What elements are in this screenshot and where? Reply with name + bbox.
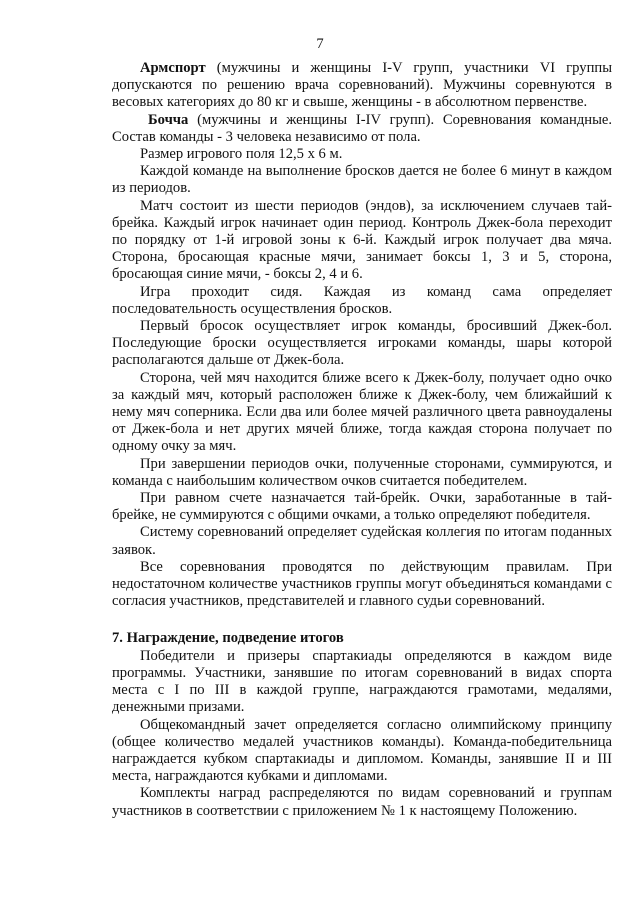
armsport-heading: Армспорт [140, 60, 206, 76]
paragraph-field-size: Размер игрового поля 12,5 х 6 м. [140, 146, 343, 163]
paragraph-winners: Победители и призеры спартакиады определяются в каждом виде программы. Участники, занявшие по итогам соревнований в видах спорта места с I по III в каждой группе, награждаются грамотами, медалями, денежными призами. [112, 647, 612, 716]
bocha-heading: Бочча [148, 111, 189, 128]
document-body [112, 60, 612, 820]
paragraph-scoring: Сторона, чей мяч находится ближе всего к Джек-болу, получает одно очко за каждый мяч, который расположен ближе к Джек-болу, чем ближайший к нему мяч соперника. Если два или более мячей различного цвета равноудалены от Джек-бола и нет других мячей ближе, тогда каждая сторона получает по одному очку за мяч. [112, 369, 612, 455]
paragraph-award-sets: Комплекты наград распределяются по видам соревнований и группам участников в соответствии с приложением № 1 к настоящему Положению. [112, 785, 612, 819]
paragraph-bocha [112, 112, 612, 146]
paragraph-seated-play: Игра проходит сидя. Каждая из команд сама определяет последовательность осуществления бросков. [112, 283, 612, 317]
armsport-text: (мужчины и женщины I-V групп, участники VI группы допускаются по решению врача соревнований). Мужчины соревнуются в весовых категориях до 80 кг и свыше, женщины - в абсолютном первенстве. [112, 60, 612, 111]
paragraph-period-totals: При завершении периодов очки, полученные сторонами, суммируются, и команда с наибольшим количеством очков считается победителем. [112, 455, 612, 489]
paragraph-throw-time: Каждой команде на выполнение бросков дается не более 6 минут в каждом из периодов. [112, 163, 612, 197]
section-title: 7. Награждение, подведение итогов [112, 629, 344, 646]
paragraph-rules: Все соревнования проводятся по действующим правилам. При недостаточном количестве участников группы могут объединяться командами с согласия участников, представителей и главного судьи соревнований. [112, 558, 612, 610]
paragraph-team-standings: Общекомандный зачет определяется согласно олимпийскому принципу (общее количество медалей участников команды). Команда-победительница награждается кубком спартакиады и дипломом. Команды, занявшие II и III места, награждаются кубками и дипломами. [112, 716, 612, 785]
paragraph-tie-break: При равном счете назначается тай-брейк. Очки, заработанные в тай-брейке, не суммируются с общими очками, а только определяют победителя. [112, 490, 612, 524]
paragraph-armsport [112, 60, 612, 112]
paragraph-first-throw: Первый бросок осуществляет игрок команды, бросивший Джек-бол. Последующие броски осуществляется игроками команды, шары которой располагаются дальше от Джек-бола. [112, 318, 612, 369]
page-number: 7 [316, 36, 324, 52]
paragraph-match-periods: Матч состоит из шести периодов (эндов), за исключением случаев тай-брейка. Каждый игрок начинает один период. Контроль Джек-бола переходит по порядку от 1-й игровой зоны к 6-й. Каждый игрок получает два мяча. Сторона, бросающая красные мячи, занимает боксы 1, 3 и 5, сторона, бросающая синие мячи, - боксы 2, 4 и 6. [112, 197, 612, 283]
bocha-text: (мужчины и женщины I-IV групп). Соревнования командные. Состав команды - 3 человека независимо от пола. [112, 111, 612, 145]
paragraph-competition-system: Систему соревнований определяет судейская коллегия по итогам поданных заявок. [112, 524, 612, 558]
